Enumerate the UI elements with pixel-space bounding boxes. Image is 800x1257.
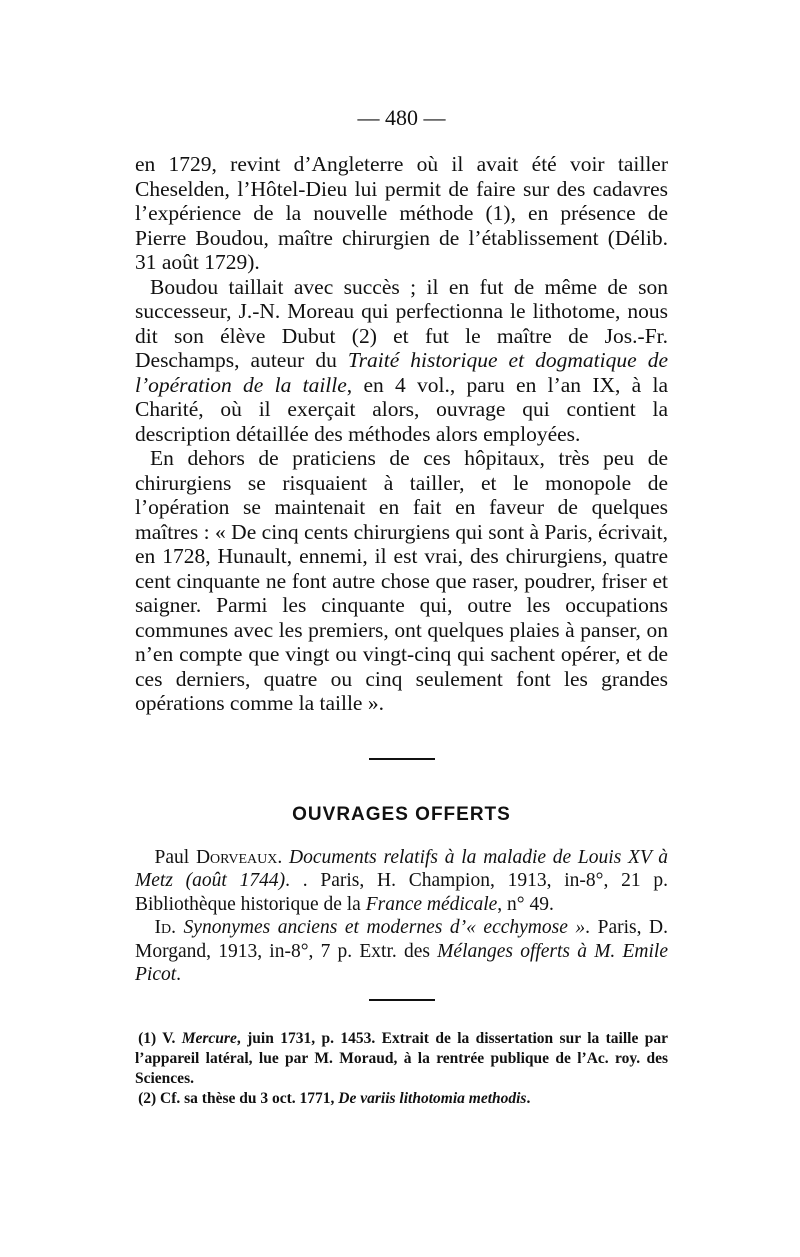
text-run: Dorveaux	[195, 846, 278, 868]
paragraph-1	[135, 152, 668, 275]
text-run: De variis lithotomia methodis	[338, 1089, 527, 1107]
document-page	[135, 104, 668, 1109]
bibliography-entry-1	[135, 846, 668, 917]
footnotes	[135, 1029, 668, 1109]
text-run: , n° 49.	[497, 893, 554, 915]
text-run: Synonymes anciens et modernes d’« ecchymose »	[183, 917, 586, 938]
text-run: Boudou taillait avec succès ; il en fut de même de son successeur, J.-N. Moreau qui perfectionna le lithotome, nous dit son élève Dubut (2) et fut le maître de Jos.-Fr. Deschamps, auteur du	[135, 274, 668, 372]
body-text	[135, 152, 668, 716]
text-run: En dehors de praticiens de ces hôpitaux, très peu de chirurgiens se risquaient à tailler, et le monopole de l’opération se maintenait en fait en faveur de quelques maîtres : « De cinq cents chirurgiens qui sont à Paris, écrivait, en 1728, Hunault, ennemi, il est vrai, des chirurgiens, quatre cent cinquante ne font autre chose que raser, poudrer, friser et saigner. Parmi les cinquante qui, outre les occupations communes avec les premiers, ont quelques plaies à panser, on n’en compte que vingt ou vingt-cinq qui sachent opérer, et de ces derniers, quatre ou cinq seulement font les grandes opérations comme la taille ».	[135, 446, 668, 715]
text-run: (1) V.	[138, 1029, 182, 1047]
text-run: Documents relatifs à la maladie de Louis XV à Metz (août 1744)	[135, 846, 669, 891]
text-run: , juin 1731, p. 1453. Extrait de la dissertation sur la taille par l’appareil latéral, lue par M. Moraud, à la rentrée publique de l’Ac. roy. des Sciences.	[135, 1029, 668, 1087]
text-run: .	[176, 964, 182, 985]
footnote-divider	[369, 999, 435, 1001]
page-number: — 480 —	[357, 105, 446, 130]
section-title: OUVRAGES OFFERTS	[292, 803, 511, 825]
text-run: Mélanges offerts à M. Emile Picot	[135, 940, 668, 985]
section-divider	[369, 758, 435, 760]
text-run: .	[171, 917, 184, 938]
footnote-1	[135, 1029, 668, 1089]
bibliography	[135, 846, 668, 987]
text-run: . Paris, D. Morgand, 1913, in-8°, 7 p. Extr. des	[135, 917, 668, 962]
text-run: France médicale	[365, 893, 498, 915]
footnote-2	[135, 1089, 668, 1109]
text-run: Mercure	[181, 1029, 237, 1047]
text-run: .	[526, 1089, 531, 1107]
paragraph-2	[135, 275, 668, 447]
text-run: .	[277, 846, 289, 868]
text-run: , en 4 vol., paru en l’an IX, à la Charité, où il exerçait alors, ouvrage qui contient la description détaillée des méthodes alors employées.	[135, 372, 668, 446]
text-run: Id	[154, 917, 172, 938]
text-run: en 1729, revint d’Angleterre où il avait été voir tailler Cheselden, l’Hôtel-Dieu lui permit de faire sur des cadavres l’expérience de la nouvelle méthode (1), en présence de Pierre Boudou, maître chirurgien de l’établissement (Délib. 31 août 1729).	[135, 152, 668, 274]
bibliography-entry-2	[135, 916, 668, 987]
text-run: Traité historique et dogmatique de l’opération de la taille	[135, 348, 668, 397]
paragraph-3	[135, 446, 668, 716]
text-run: (2) Cf. sa thèse du 3 oct. 1771,	[138, 1089, 339, 1107]
text-run: Paul	[154, 846, 196, 868]
text-run: . . Paris, H. Champion, 1913, in-8°, 21 p. Bibliothèque historique de la	[135, 870, 668, 915]
